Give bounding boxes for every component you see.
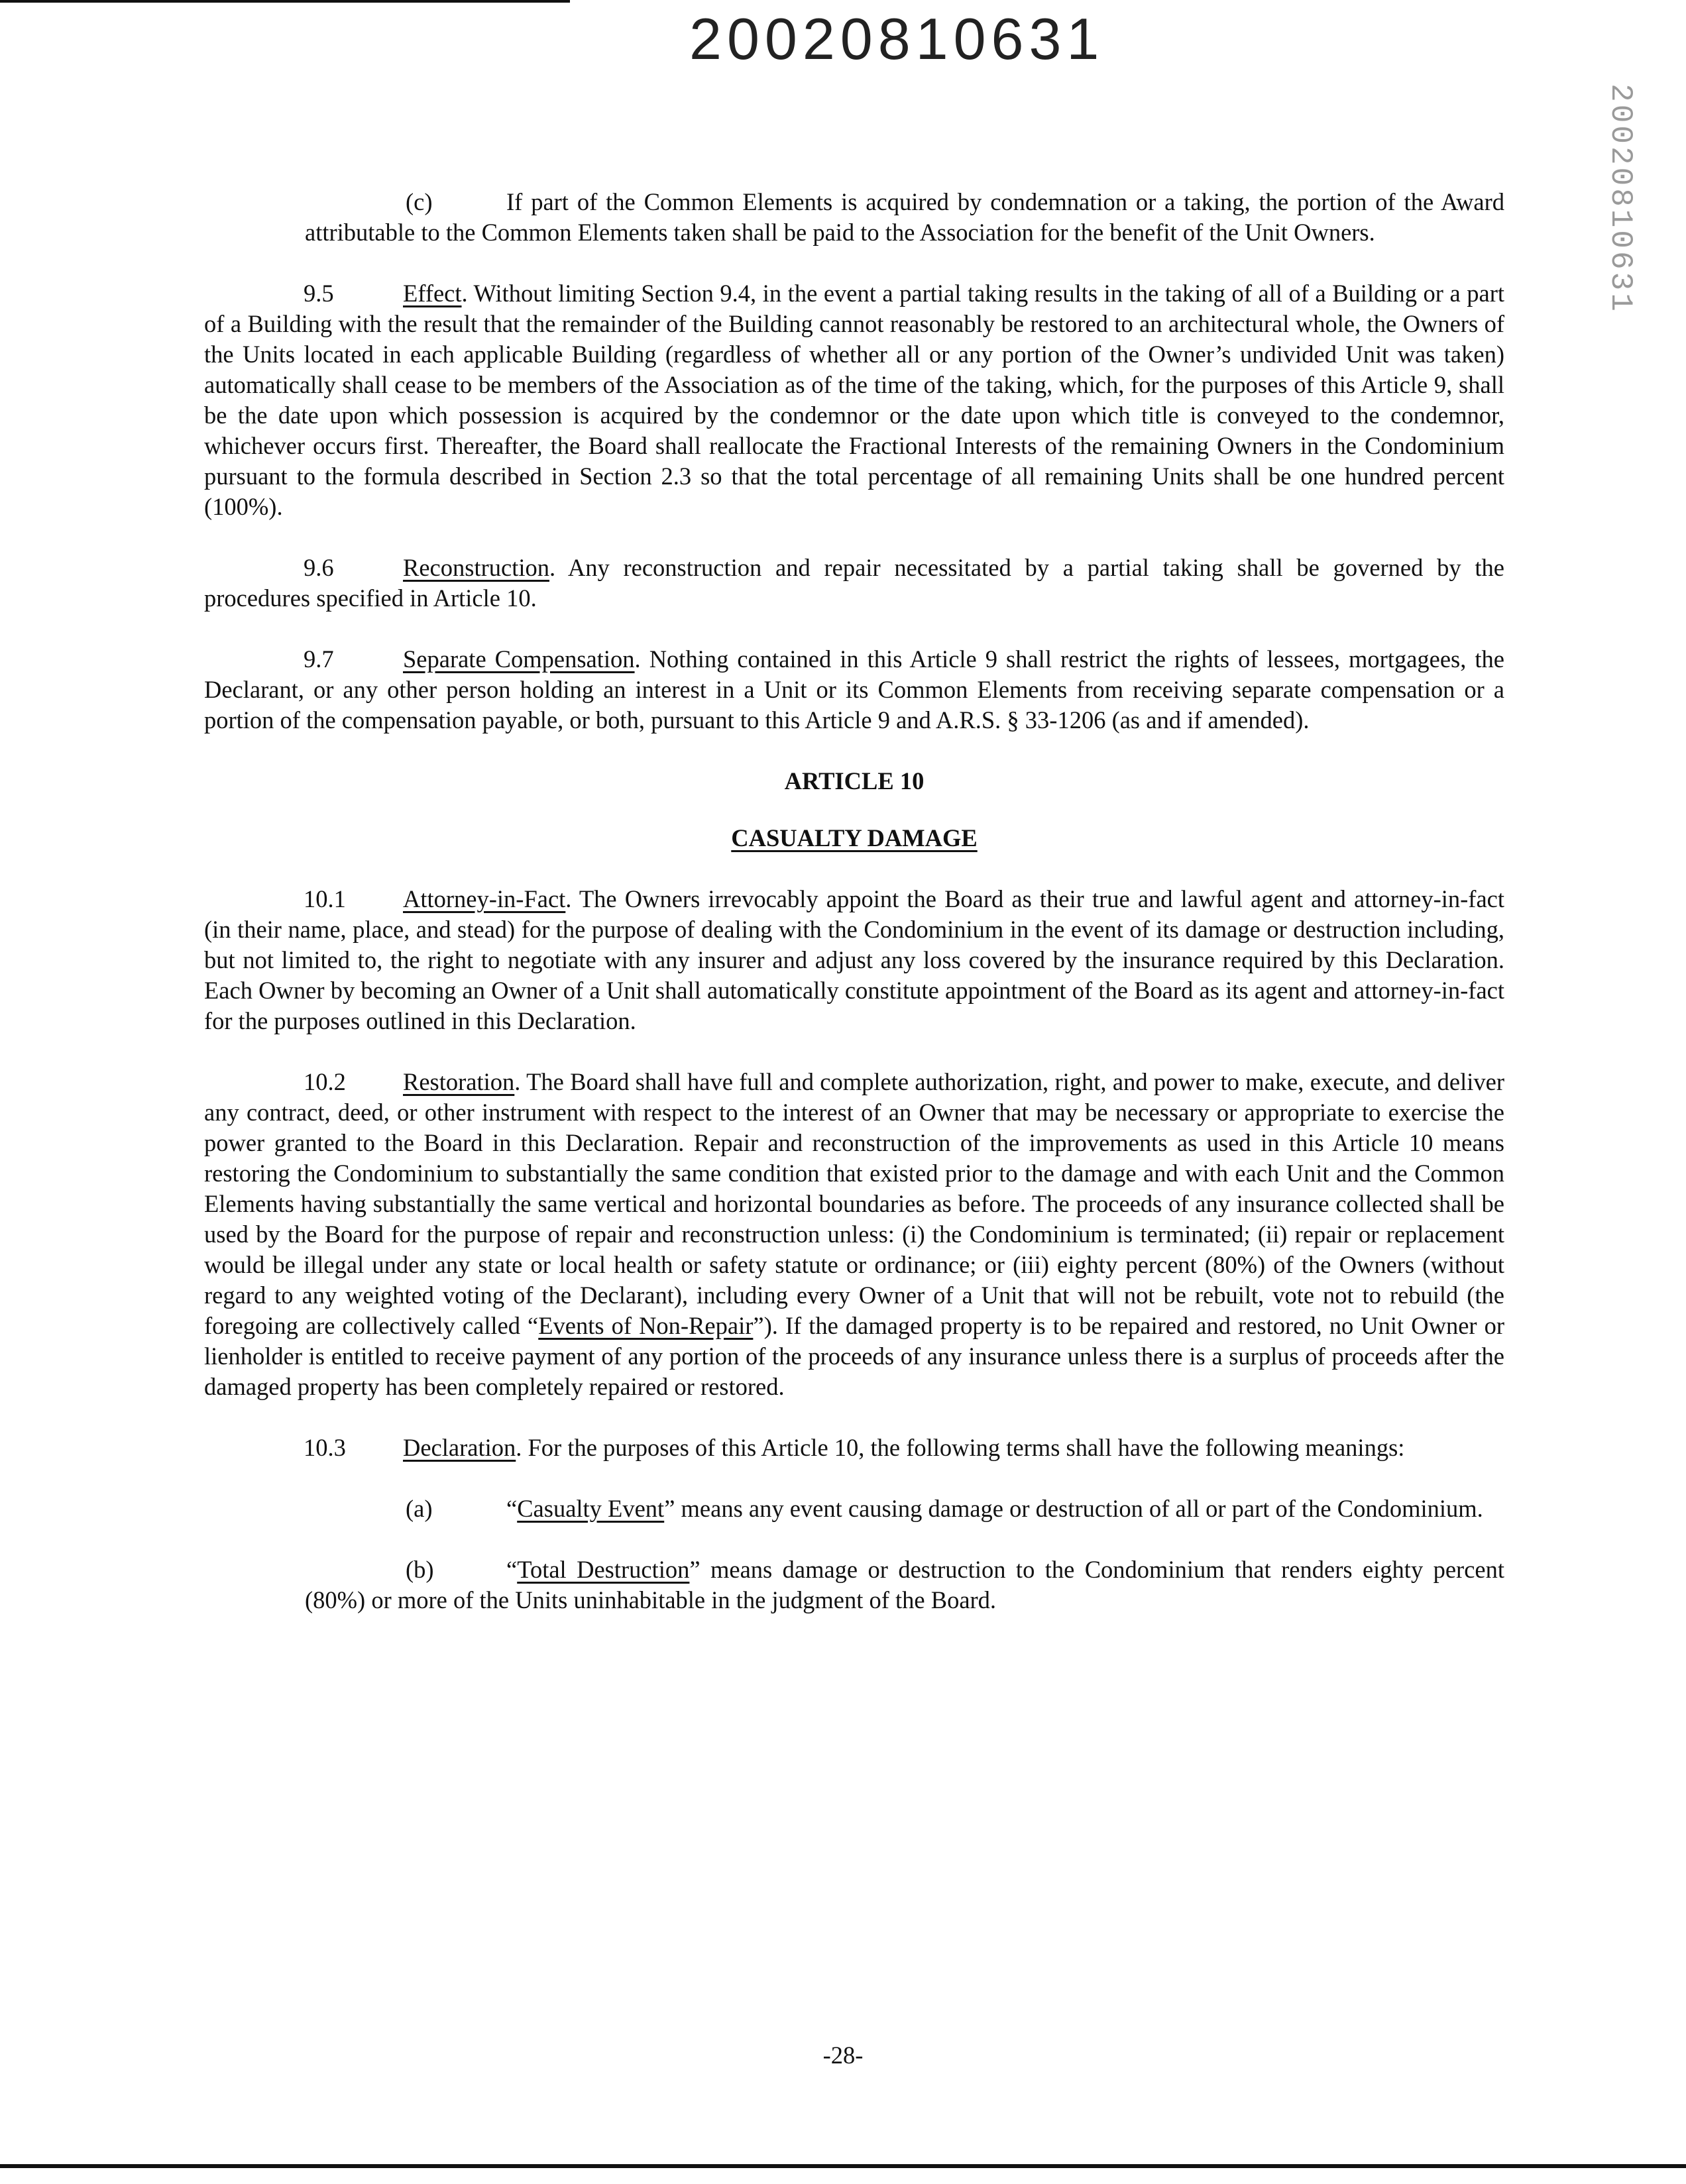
section-text: . For the purposes of this Article 10, the following terms shall have the following meanings: [516, 1434, 1405, 1461]
document-number: 20020810631 [689, 6, 1105, 72]
section-title: Effect [403, 280, 462, 307]
section-text-continued: ”). If the damaged property is to be repaired and restored, no Unit Owner or lienholder is entitled to receive payment of any portion of the proceeds of any insurance unless there is a surplus of proceeds after the damaged property has been completely repaired or restored. [204, 1312, 1505, 1400]
defined-term: Events of Non-Repair [538, 1312, 754, 1339]
article-label: ARTICLE 10 [784, 767, 925, 794]
section-number: 9.7 [304, 645, 334, 673]
section-9-5 [204, 278, 1504, 522]
section-text: . Nothing contained in this Article 9 shall restrict the rights of lessees, mortgagees, the Declarant, or any other person holding an interest in a Unit or its Common Elements from receiving separate compensation or a portion of the compensation payable, or both, pursuant to this Article 9 and A.R.S. § 33-1206 (as and if amended). [204, 645, 1504, 734]
section-number: 9.5 [304, 280, 334, 307]
definition-text: ” means damage or destruction to the Condominium that renders eighty percent (80%) or more of the Units uninhabitable in the judgment of the Board. [305, 1556, 1504, 1613]
side-stamp-text: 20020810631 [1603, 83, 1638, 314]
defined-term: Casualty Event [517, 1495, 665, 1522]
section-text: . Any reconstruction and repair necessitated by a partial taking shall be governed by the procedures specified in Article 10. [204, 554, 1504, 612]
side-recording-stamp [1591, 83, 1650, 314]
section-10-1 [204, 884, 1504, 1036]
open-quote: “ [506, 1495, 518, 1522]
section-10-3 [204, 1433, 1504, 1463]
top-rule [0, 0, 570, 3]
section-title: Restoration [403, 1068, 515, 1095]
section-number: 10.1 [304, 885, 346, 912]
section-number: 10.3 [304, 1434, 346, 1461]
section-text: . The Owners irrevocably appoint the Board as their true and lawful agent and attorney-in-fact (in their name, place, and stead) for the purpose of dealing with the Condominium in the event of its damage or destruction including, but not limited to, the right to negotiate with any insurer and adjust any loss covered by the insurance required by this Declaration. Each Owner by becoming an Owner of a Unit shall automatically constitute appointment of the Board as its agent and attorney-in-fact for the purposes outlined in this Declaration. [204, 885, 1504, 1034]
definition-text: ” means any event causing damage or destruction of all or part of the Condominium. [664, 1495, 1483, 1522]
definition-label: (b) [406, 1556, 434, 1583]
section-text: . The Board shall have full and complete authorization, right, and power to make, execute, and deliver any contract, deed, or other instrument with respect to the interest of an Owner that may be necessary or appropriate to exercise the power granted to the Board in this Declaration. Repair and reconstruction of the improvements as used in this Article 10 means restoring the Condominium to substantially the same condition that existed prior to the damage and with each Unit and the Common Elements having substantially the same vertical and horizontal boundaries as before. The proceeds of any insurance collected shall be used by the Board for the purpose of repair and reconstruction unless: (i) the Condominium is terminated; (ii) repair or replacement would be illegal under any state or local health or safety statute or ordinance; or (iii) eighty percent (80%) of the Owners (without regard to any weighted voting of the Declarant), including every Owner of a Unit that will not be rebuilt, vote not to rebuild (the foregoing are collectively called “ [204, 1068, 1504, 1339]
subsection-label: (c) [406, 188, 433, 215]
section-9-6 [204, 553, 1504, 614]
section-title: Declaration [403, 1434, 516, 1461]
subsection-text: If part of the Common Elements is acquired by condemnation or a taking, the portion of the Award attributable to the Common Elements taken shall be paid to the Association for the benefit of the Unit Owners. [305, 188, 1504, 246]
section-title: Separate Compensation [403, 645, 635, 673]
section-9-7 [204, 644, 1504, 736]
definition-label: (a) [406, 1495, 433, 1522]
section-10-2 [204, 1067, 1504, 1402]
section-text: . Without limiting Section 9.4, in the event a partial taking results in the taking of all of a Building or a part of a Building with the result that the remainder of the Building cannot reasonably be restored to an architectural whole, the Owners of the Units located in each applicable Building (regardless of whether all or any portion of the Owner’s undivided Unit was taken) automatically shall cease to be members of the Association as of the time of the taking, which, for the purposes of this Article 9, shall be the date upon which possession is acquired by the condemnor or the date upon which title is conveyed to the condemnor, whichever occurs first. Thereafter, the Board shall reallocate the Fractional Interests of the remaining Owners in the Condominium pursuant to the formula described in Section 2.3 so that the total percentage of all remaining Units shall be one hundred percent (100%). [204, 280, 1504, 520]
section-title: Reconstruction [403, 554, 549, 581]
page-number: -28- [822, 2042, 864, 2069]
document-body [204, 187, 1504, 1646]
defined-term: Total Destruction [517, 1556, 690, 1583]
bottom-rule [0, 2164, 1686, 2168]
definition-b [204, 1555, 1504, 1615]
open-quote: “ [506, 1556, 518, 1583]
subsection-c-taking [204, 187, 1504, 248]
section-number: 10.2 [304, 1068, 346, 1095]
section-title: Attorney-in-Fact [403, 885, 566, 912]
definition-a [204, 1494, 1504, 1524]
section-number: 9.6 [304, 554, 334, 581]
article-title: CASUALTY DAMAGE [731, 824, 978, 851]
